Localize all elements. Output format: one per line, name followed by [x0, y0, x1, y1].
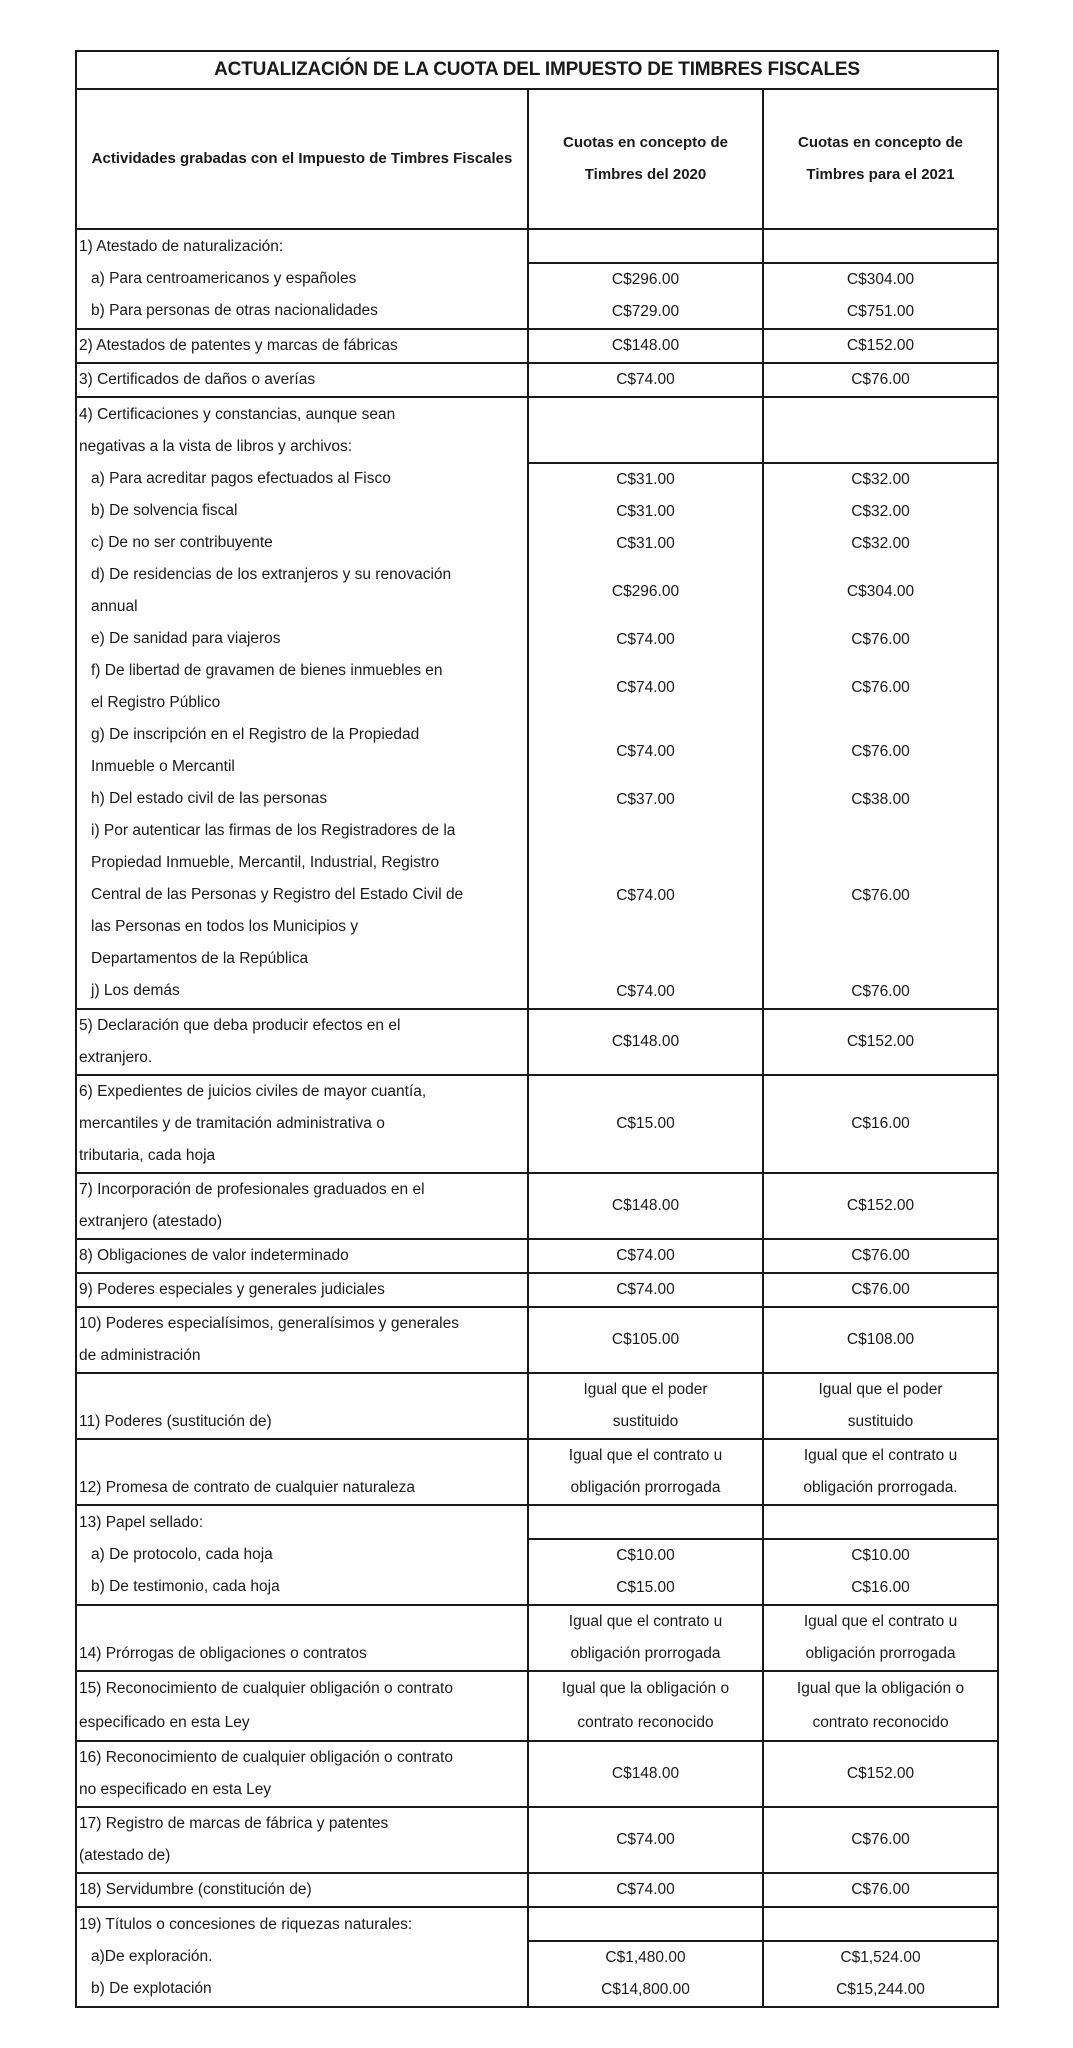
fee-2020: C$74.00	[528, 1273, 763, 1307]
fee-2021: C$304.00	[846, 271, 915, 288]
table-row	[76, 1605, 998, 1671]
fee-2021: C$108.00	[763, 1307, 998, 1373]
row-label: b) Para personas de otras nacionalidades	[91, 302, 378, 319]
fee-2020: obligación prorrogada	[570, 1645, 721, 1662]
fee-2021: C$76.00	[851, 887, 910, 904]
fee-2020: C$10.00	[616, 1547, 675, 1564]
fee-2020: contrato reconocido	[577, 1714, 714, 1731]
header-row	[76, 89, 998, 229]
row-label: j) Los demás	[91, 982, 180, 999]
empty-cell	[763, 229, 998, 263]
fee-2020: C$296.00	[611, 583, 680, 600]
fee-2021: C$76.00	[763, 1273, 998, 1307]
row-label: annual	[91, 598, 138, 615]
row-label: b) De testimonio, cada hoja	[91, 1578, 280, 1595]
table-row	[76, 1741, 998, 1807]
fee-2020: C$31.00	[616, 503, 675, 520]
table-row	[76, 229, 998, 263]
fee-2021: C$76.00	[851, 743, 910, 760]
row-label: extranjero.	[79, 1049, 153, 1066]
row-label: 15) Reconocimiento de cualquier obligación o contrato	[79, 1680, 453, 1697]
fee-2021: C$304.00	[846, 583, 915, 600]
row-label: extranjero (atestado)	[79, 1213, 223, 1230]
fee-2021: C$38.00	[851, 791, 910, 808]
fee-2021: Igual que la obligación o	[796, 1680, 965, 1697]
row-label: Departamentos de la República	[91, 950, 309, 967]
fee-2021: C$16.00	[851, 1579, 910, 1596]
fee-2021: Igual que el contrato u	[803, 1447, 958, 1464]
row-label: el Registro Público	[91, 694, 221, 711]
table-row	[76, 1009, 998, 1075]
fee-2020: C$74.00	[528, 1873, 763, 1907]
fee-2020: C$74.00	[616, 679, 675, 696]
row-label: 12) Promesa de contrato de cualquier naturaleza	[76, 1439, 528, 1505]
fee-2021: C$10.00	[851, 1547, 910, 1564]
table-title: ACTUALIZACIÓN DE LA CUOTA DEL IMPUESTO DE TIMBRES FISCALES	[76, 51, 998, 89]
table-row	[76, 1173, 998, 1239]
fee-2021: contrato reconocido	[812, 1714, 949, 1731]
fee-2020: Igual que el poder	[583, 1381, 708, 1398]
table-row	[76, 1307, 998, 1373]
table-row	[76, 1273, 998, 1307]
fee-2020: C$31.00	[616, 471, 675, 488]
fee-2021: C$152.00	[763, 329, 998, 363]
table-row	[76, 1873, 998, 1907]
row-label: (atestado de)	[79, 1847, 171, 1864]
row-label: especificado en esta Ley	[79, 1714, 250, 1731]
table-title-row	[76, 51, 998, 89]
row-label: 17) Registro de marcas de fábrica y patentes	[79, 1815, 389, 1832]
fee-2020: C$74.00	[616, 887, 675, 904]
table-row	[76, 1075, 998, 1173]
fee-2020: Igual que el contrato u	[568, 1613, 723, 1630]
row-label: Inmueble o Mercantil	[91, 758, 235, 775]
row-label: no especificado en esta Ley	[79, 1781, 272, 1798]
fee-2020: C$74.00	[528, 363, 763, 397]
row-label: a) De protocolo, cada hoja	[91, 1546, 273, 1563]
row-label: c) De no ser contribuyente	[91, 534, 273, 551]
row-label: 14) Prórrogas de obligaciones o contratos	[76, 1605, 528, 1671]
fee-2020: C$15.00	[528, 1075, 763, 1173]
fee-2020: sustituido	[612, 1413, 679, 1430]
fee-2021: Igual que el contrato u	[803, 1613, 958, 1630]
table-row	[76, 397, 998, 463]
fee-2020: C$74.00	[616, 743, 675, 760]
row-label: 7) Incorporación de profesionales graduados en el	[79, 1181, 425, 1198]
empty-cell	[528, 1907, 763, 1941]
empty-cell	[528, 397, 763, 463]
row-label: f) De libertad de gravamen de bienes inmuebles en	[91, 662, 443, 679]
table-row	[76, 1239, 998, 1273]
row-label: Propiedad Inmueble, Mercantil, Industrial, Registro	[91, 854, 440, 871]
row-label: tributaria, cada hoja	[79, 1147, 216, 1164]
fee-2021: C$16.00	[763, 1075, 998, 1173]
fee-2021: C$32.00	[851, 471, 910, 488]
empty-cell	[528, 1505, 763, 1539]
fee-2020: C$15.00	[616, 1579, 675, 1596]
fee-2020: C$729.00	[611, 303, 680, 320]
table-row	[76, 363, 998, 397]
fee-2021: obligación prorrogada	[805, 1645, 956, 1662]
row-label: Central de las Personas y Registro del Estado Civil de	[91, 886, 464, 903]
fee-2020: C$31.00	[616, 535, 675, 552]
fee-2020: C$148.00	[528, 1009, 763, 1075]
row-label: 9) Poderes especiales y generales judiciales	[76, 1273, 528, 1307]
table-row	[76, 1373, 998, 1439]
fee-2021: C$76.00	[763, 1873, 998, 1907]
row-label: 6) Expedientes de juicios civiles de mayor cuantía,	[79, 1083, 427, 1100]
row-label: 19) Títulos o concesiones de riquezas naturales:	[79, 1916, 413, 1933]
row-label: 1) Atestado de naturalización:	[79, 238, 284, 255]
fee-2021: sustituido	[847, 1413, 914, 1430]
table-row	[76, 1505, 998, 1539]
fee-2020: C$74.00	[616, 983, 675, 1000]
fee-2020: C$74.00	[616, 631, 675, 648]
fee-2020: Igual que el contrato u	[568, 1447, 723, 1464]
empty-cell	[763, 397, 998, 463]
row-label: h) Del estado civil de las personas	[91, 790, 328, 807]
fee-2020: Igual que la obligación o	[561, 1680, 730, 1697]
row-label: 11) Poderes (sustitución de)	[76, 1373, 528, 1439]
empty-cell	[763, 1505, 998, 1539]
row-label: i) Por autenticar las firmas de los Registradores de la	[91, 822, 456, 839]
fee-2021: C$76.00	[851, 679, 910, 696]
fee-2020: C$74.00	[528, 1807, 763, 1873]
row-label: 2) Atestados de patentes y marcas de fábricas	[76, 329, 528, 363]
header-activities: Actividades grabadas con el Impuesto de Timbres Fiscales	[76, 89, 528, 229]
empty-cell	[528, 229, 763, 263]
table-row	[76, 1907, 998, 1941]
fee-2020: C$296.00	[611, 271, 680, 288]
fee-2020: C$105.00	[528, 1307, 763, 1373]
row-label: 18) Servidumbre (constitución de)	[76, 1873, 528, 1907]
row-label: las Personas en todos los Municipios y	[91, 918, 359, 935]
row-label: a)De exploración.	[91, 1948, 213, 1965]
row-label: b) De solvencia fiscal	[91, 502, 238, 519]
row-label: a) Para centroamericanos y españoles	[91, 270, 357, 287]
fee-2021: C$76.00	[851, 631, 910, 648]
row-label: de administración	[79, 1347, 201, 1364]
header-2021: Cuotas en concepto de Timbres para el 2021	[763, 89, 998, 229]
fee-2020: C$14,800.00	[601, 1981, 690, 1998]
row-label: 10) Poderes especialísimos, generalísimos y generales	[79, 1315, 459, 1332]
fee-2021: C$1,524.00	[840, 1949, 921, 1966]
row-label: g) De inscripción en el Registro de la Propiedad	[91, 726, 420, 743]
fee-2020: C$148.00	[528, 1741, 763, 1807]
empty-cell	[763, 1907, 998, 1941]
row-label: e) De sanidad para viajeros	[91, 630, 281, 647]
fee-2021: C$32.00	[851, 535, 910, 552]
row-label: mercantiles y de tramitación administrativa o	[79, 1115, 385, 1132]
tax-stamp-fee-document	[75, 50, 997, 2008]
fee-2021: Igual que el poder	[818, 1381, 943, 1398]
fee-2021: C$152.00	[763, 1741, 998, 1807]
table-row	[76, 1807, 998, 1873]
row-label: d) De residencias de los extranjeros y su renovación	[91, 566, 452, 583]
fee-2021: C$76.00	[763, 363, 998, 397]
fee-2020: C$148.00	[528, 329, 763, 363]
fee-table	[75, 50, 999, 2008]
fee-2021: C$76.00	[763, 1807, 998, 1873]
fee-2021: C$76.00	[851, 983, 910, 1000]
row-label: 3) Certificados de daños o averías	[76, 363, 528, 397]
row-label: 13) Papel sellado:	[79, 1514, 204, 1531]
table-row	[76, 329, 998, 363]
row-label: 5) Declaración que deba producir efectos en el	[79, 1017, 401, 1034]
table-row	[76, 1671, 998, 1741]
fee-2021: C$152.00	[763, 1009, 998, 1075]
fee-2020: C$74.00	[528, 1239, 763, 1273]
row-label: 8) Obligaciones de valor indeterminado	[76, 1239, 528, 1273]
fee-2020: C$1,480.00	[605, 1949, 686, 1966]
fee-2021: C$32.00	[851, 503, 910, 520]
fee-2021: C$15,244.00	[836, 1981, 925, 1998]
fee-2020: C$148.00	[528, 1173, 763, 1239]
fee-2020: C$37.00	[616, 791, 675, 808]
table-row	[76, 1439, 998, 1505]
fee-2020: obligación prorrogada	[570, 1479, 721, 1496]
row-label: b) De explotación	[91, 1980, 212, 1997]
row-label: 4) Certificaciones y constancias, aunque sean	[79, 406, 396, 423]
row-label: negativas a la vista de libros y archivos:	[79, 438, 353, 455]
fee-2021: C$751.00	[846, 303, 915, 320]
fee-2021: C$76.00	[763, 1239, 998, 1273]
header-2020: Cuotas en concepto de Timbres del 2020	[528, 89, 763, 229]
row-label: a) Para acreditar pagos efectuados al Fisco	[91, 470, 391, 487]
row-label: 16) Reconocimiento de cualquier obligación o contrato	[79, 1749, 453, 1766]
fee-2021: C$152.00	[763, 1173, 998, 1239]
fee-2021: obligación prorrogada.	[803, 1479, 958, 1496]
